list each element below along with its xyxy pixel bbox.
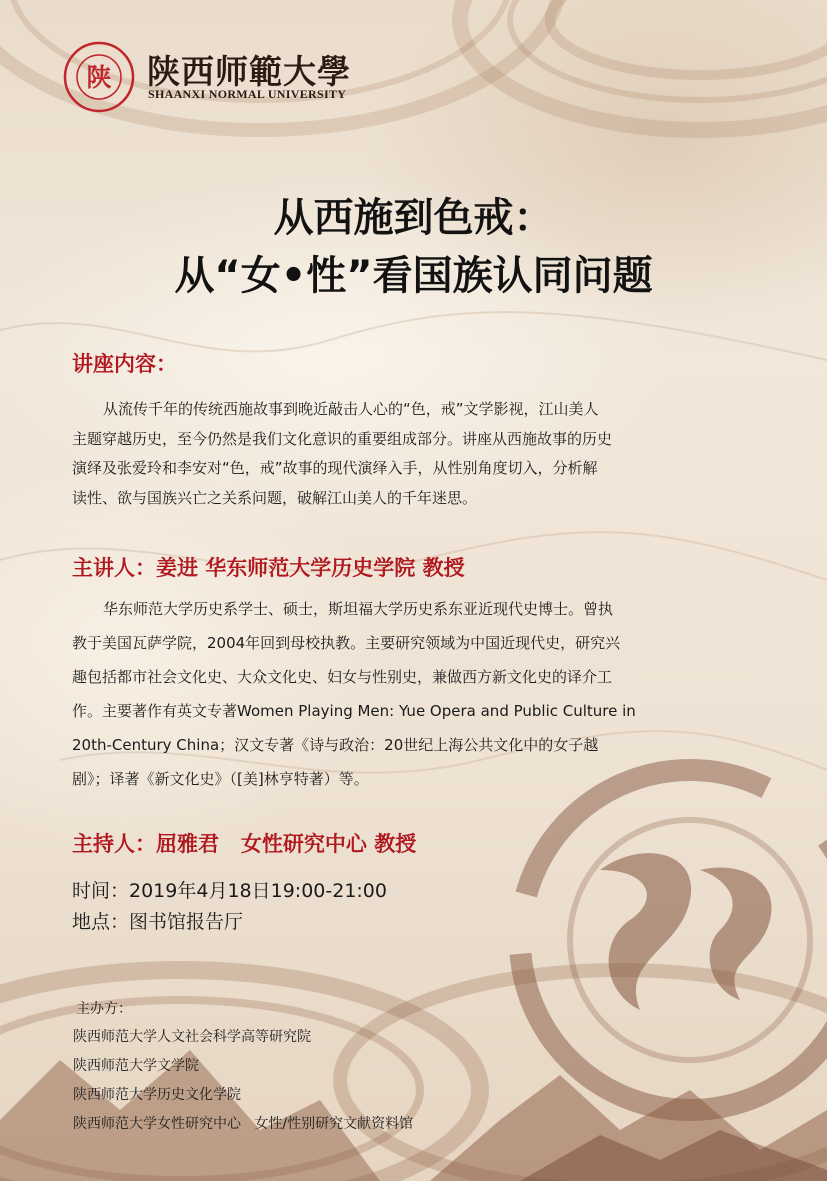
content-line: 读性、欲与国族兴亡之关系问题，破解江山美人的千年迷思。 [72, 488, 478, 507]
organizer-item: 陕西师范大学历史文化学院 [73, 1087, 241, 1103]
university-name-cn: 陕西师範大學 [147, 52, 351, 91]
seal-character: 陕 [86, 63, 112, 92]
organizer-item: 陕西师范大学人文社会科学高等研究院 [73, 1029, 311, 1045]
bio-line: 作。主要著作有英文专著Women Playing Men: Yue Opera and Public Culture in [72, 702, 636, 720]
content-heading: 讲座内容： [72, 352, 177, 376]
university-seal-logo [63, 41, 135, 113]
speaker-bio-paragraph [72, 592, 757, 796]
content-line: 主题穿越历史，至今仍然是我们文化意识的重要组成部分。讲座从西施故事的历史 [72, 429, 613, 448]
bio-line: 剧》；译著《新文化史》（[美]林亨特著）等。 [72, 770, 369, 788]
bio-line: 教于美国瓦萨学院，2004年回到母校执教。主要研究领域为中国近现代史，研究兴 [72, 634, 621, 652]
host-heading: 主持人：屈雅君 女性研究中心 教授 [72, 832, 417, 856]
lecture-title-line1: 从西施到色戒： [273, 195, 554, 241]
bio-line: 20th-Century China；汉文专著《诗与政治：20世纪上海公共文化中的女子越 [72, 736, 599, 754]
event-place: 地点：图书馆报告厅 [72, 911, 244, 933]
university-name-en: SHAANXI NORMAL UNIVERSITY [148, 87, 347, 101]
organizer-item: 陕西师范大学女性研究中心 女性/性别研究文献资料馆 [73, 1116, 414, 1132]
lecture-title-line2: 从“女•性”看国族认同问题 [174, 253, 653, 299]
content-line: 从流传千年的传统西施故事到晚近敲击人心的“色，戒”文学影视，江山美人 [103, 400, 599, 418]
bio-line: 趣包括都市社会文化史、大众文化史、妇女与性别史，兼做西方新文化史的译介工 [72, 668, 613, 686]
organizer-item: 陕西师范大学文学院 [73, 1058, 199, 1074]
speaker-heading: 主讲人：姜进 华东师范大学历史学院 教授 [72, 556, 465, 580]
organizers-heading: 主办方： [76, 1001, 132, 1017]
content-paragraph [72, 395, 757, 513]
event-time: 时间：2019年4月18日19:00-21:00 [72, 880, 387, 902]
content-line: 演绎及张爱玲和李安对“色，戒”故事的现代演绎入手，从性别角度切入，分析解 [72, 459, 598, 477]
bio-line: 华东师范大学历史系学士、硕士，斯坦福大学历史系东亚近现代史博士。曾执 [103, 600, 614, 618]
